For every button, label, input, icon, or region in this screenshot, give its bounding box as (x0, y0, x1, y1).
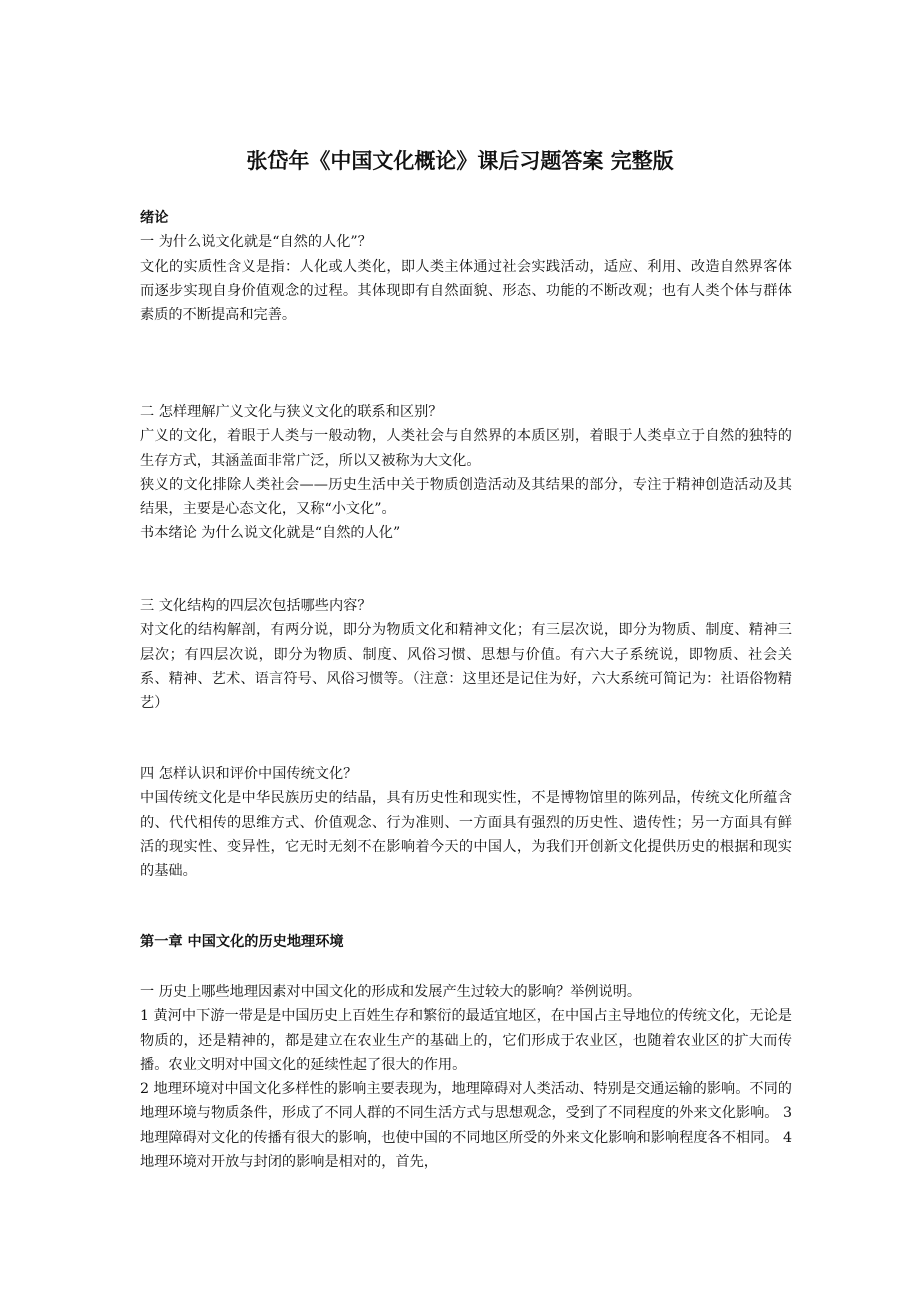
intro-q2-section (140, 400, 792, 546)
intro-q2-question: 二 怎样理解广义文化与狭义文化的联系和区别？ (140, 404, 443, 420)
intro-q4-question: 四 怎样认识和评价中国传统文化？ (140, 766, 358, 782)
intro-q1-section (140, 206, 792, 327)
chapter1-q1-point-2: 2 地理环境对中国文化多样性的影响主要表现为，地理障碍对人类活动、特别是交通运输的影响。不同的地理环境与物质条件，形成了不同人群的不同生活方式与思想观念，受到了不同程度的外来文化影响。 3 地理障碍对文化的传播有很大的影响，也使中国的不同地区所受的外来文化影响和影响程度各不相同。 4 地理环境对开放与封闭的影响是相对的，首先， (140, 1081, 792, 1171)
intro-q2-answer-3: 书本绪论 为什么说文化就是“自然的人化” (140, 525, 401, 542)
intro-heading: 绪论 (140, 210, 169, 226)
intro-q3-section (140, 594, 792, 715)
intro-q4-section (140, 762, 792, 883)
intro-q3-answer: 对文化的结构解剖，有两分说，即分为物质文化和精神文化；有三层次说，即分为物质、制度、精神三层次；有四层次说，即分为物质、制度、风俗习惯、思想与价值。有六大子系统说，即物质、社会关系、精神、艺术、语言符号、风俗习惯等。（注意：这里还是记住为好，六大系统可简记为：社语俗物精艺） (140, 622, 792, 712)
chapter1-heading-block (140, 930, 792, 954)
intro-q2-answer-2: 狭义的文化排除人类社会——历史生活中关于物质创造活动及其结果的部分，专注于精神创造活动及其结果，主要是心态文化，又称“小文化”。 (140, 476, 792, 518)
intro-q1-question: 一 为什么说文化就是“自然的人化”？ (140, 234, 372, 251)
document-title: 张岱年《中国文化概论》课后习题答案 完整版 (246, 149, 674, 173)
intro-q4-answer: 中国传统文化是中华民族历史的结晶，具有历史性和现实性，不是博物馆里的陈列品，传统文化所蕴含的、代代相传的思维方式、价值观念、行为准则、一方面具有强烈的历史性、遗传性；另一方面具有鲜活的现实性、变异性，它无时无刻不在影响着今天的中国人，为我们开创新文化提供历史的根据和现实的基础。 (140, 790, 792, 880)
chapter1-q1-point-1: 1 黄河中下游一带是是中国历史上百姓生存和繁衍的最适宜地区，在中国占主导地位的传统文化，无论是物质的，还是精神的，都是建立在农业生产的基础上的，它们形成于农业区，也随着农业区的扩大而传播。农业文明对中国文化的延续性起了很大的作用。 (140, 1008, 792, 1073)
chapter1-q1-section (140, 980, 792, 1174)
intro-q2-answer-1: 广义的文化，着眼于人类与一般动物，人类社会与自然界的本质区别，着眼于人类卓立于自然的独特的生存方式，其涵盖面非常广泛，所以又被称为大文化。 (140, 428, 792, 469)
chapter1-heading: 第一章 中国文化的历史地理环境 (140, 934, 344, 950)
chapter1-q1-question: 一 历史上哪些地理因素对中国文化的形成和发展产生过较大的影响？举例说明。 (140, 984, 642, 1000)
intro-q1-answer: 文化的实质性含义是指：人化或人类化，即人类主体通过社会实践活动，适应、利用、改造自然界客体而逐步实现自身价值观念的过程。其体现即有自然面貌、形态、功能的不断改观；也有人类个体与群体素质的不断提高和完善。 (140, 258, 792, 324)
intro-q3-question: 三 文化结构的四层次包括哪些内容？ (140, 598, 372, 614)
